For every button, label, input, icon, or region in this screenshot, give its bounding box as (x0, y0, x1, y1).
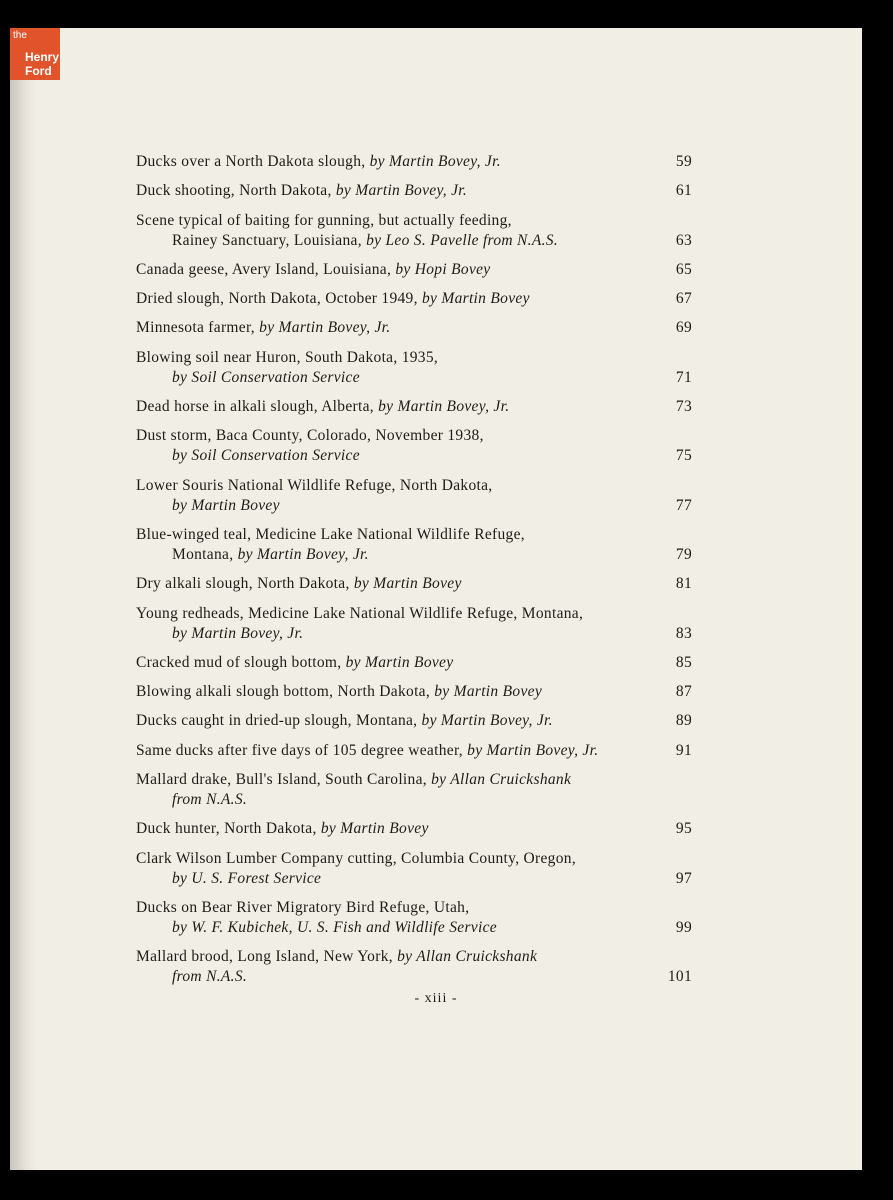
list-item (136, 741, 692, 761)
entry-line-1 (136, 898, 652, 918)
entry-page-number: 61 (675, 182, 692, 200)
entry-caption: Mallard drake, Bull's Island, South Carolina, (136, 771, 432, 789)
entry-caption-cont: Montana, (172, 545, 238, 563)
henry-ford-logo (10, 28, 60, 80)
entry-line-1 (136, 397, 652, 417)
entry-line-1 (136, 574, 652, 594)
entry-credit: by Martin Bovey, Jr. (378, 398, 510, 416)
entry-caption: Ducks caught in dried-up slough, Montana, (136, 712, 422, 730)
entry-credit-cont: by W. F. Kubichek, U. S. Fish and Wildlife Service (172, 918, 497, 936)
entry-line-1 (136, 426, 652, 446)
list-item (136, 181, 692, 201)
entry-caption: Duck shooting, North Dakota, (136, 182, 336, 200)
entry-page-number: 101 (667, 968, 692, 986)
list-item (136, 397, 692, 417)
entry-credit: by Martin Bovey (320, 820, 429, 838)
entry-line-1 (136, 260, 652, 280)
list-item (136, 525, 692, 565)
logo-line-2: Henry (25, 50, 60, 64)
list-item (136, 711, 692, 731)
list-item (136, 604, 692, 644)
entry-line-1 (136, 525, 652, 545)
entry-line-2 (136, 624, 652, 644)
list-item (136, 476, 692, 516)
entry-page-number: 65 (675, 260, 692, 278)
entry-credit-cont: from N.A.S. (172, 968, 248, 986)
logo-line-1: the (13, 30, 27, 41)
entry-page-number: 99 (675, 918, 692, 936)
entry-page-number: 79 (675, 545, 692, 563)
entry-line-2 (136, 545, 652, 565)
entry-line-2 (136, 967, 652, 987)
entry-caption: Dry alkali slough, North Dakota, (136, 575, 354, 593)
entry-caption: Dried slough, North Dakota, October 1949, (136, 290, 422, 308)
entry-credit: by Allan Cruickshank (397, 948, 538, 966)
list-item (136, 348, 692, 388)
entry-caption: Ducks on Bear River Migratory Bird Refuge, Utah, (136, 898, 470, 916)
entry-line-1 (136, 318, 652, 338)
entry-caption: Dust storm, Baca County, Colorado, November 1938, (136, 427, 484, 445)
entry-credit: by Martin Bovey, Jr. (467, 741, 599, 759)
entry-line-2 (136, 918, 652, 938)
entry-line-2 (136, 869, 652, 889)
entry-caption: Cracked mud of slough bottom, (136, 653, 346, 671)
list-item (136, 849, 692, 889)
list-item (136, 898, 692, 938)
entry-credit: by Martin Bovey (345, 653, 454, 671)
entry-credit: by Martin Bovey (434, 683, 542, 701)
entry-caption: Lower Souris National Wildlife Refuge, North Dakota, (136, 476, 493, 494)
list-item (136, 947, 692, 987)
entry-credit-cont: by Leo S. Pavelle from N.A.S. (366, 231, 559, 249)
entry-page-number: 83 (675, 624, 692, 642)
entry-page-number: 69 (675, 319, 692, 337)
entry-line-1 (136, 181, 652, 201)
entry-page-number: 59 (675, 153, 692, 170)
list-item (136, 770, 692, 810)
entry-line-1 (136, 348, 652, 368)
logo-line-3: Ford (25, 64, 52, 78)
entry-credit: by Martin Bovey, Jr. (335, 182, 468, 200)
list-item (136, 152, 692, 172)
illustration-list (136, 152, 692, 997)
entry-caption: Same ducks after five days of 105 degree weather, (136, 741, 468, 759)
entry-credit-cont: by U. S. Forest Service (172, 869, 322, 887)
entry-credit: by Martin Bovey, Jr. (421, 712, 553, 730)
entry-caption: Canada geese, Avery Island, Louisiana, (136, 260, 396, 278)
entry-line-1 (136, 289, 652, 309)
list-item (136, 653, 692, 673)
book-page (10, 28, 862, 1170)
entry-credit: by Martin Bovey (353, 575, 462, 593)
entry-page-number: 85 (675, 653, 692, 671)
list-item (136, 211, 692, 251)
entry-line-2 (136, 496, 652, 516)
list-item (136, 289, 692, 309)
entry-page-number: 91 (675, 741, 692, 759)
entry-credit-cont: by Soil Conservation Service (172, 447, 360, 465)
entry-line-2 (136, 368, 652, 388)
entry-caption: Young redheads, Medicine Lake National Wildlife Refuge, Montana, (136, 604, 584, 622)
entry-caption: Blowing soil near Huron, South Dakota, 1935, (136, 348, 439, 366)
entry-line-2 (136, 231, 652, 251)
entry-line-1 (136, 152, 652, 172)
entry-caption: Clark Wilson Lumber Company cutting, Columbia County, Oregon, (136, 849, 577, 867)
entry-line-1 (136, 476, 652, 496)
entry-credit: by Martin Bovey, Jr. (259, 319, 391, 337)
entry-caption: Dead horse in alkali slough, Alberta, (136, 398, 379, 416)
entry-page-number: 87 (675, 683, 692, 701)
entry-caption: Blowing alkali slough bottom, North Dakota, (136, 683, 435, 701)
entry-caption: Mallard brood, Long Island, New York, (136, 948, 398, 966)
list-item (136, 819, 692, 839)
entry-line-1 (136, 711, 652, 731)
entry-page-number: 95 (675, 820, 692, 838)
entry-caption: Scene typical of baiting for gunning, but actually feeding, (136, 211, 512, 229)
entry-credit-cont: by Martin Bovey (172, 496, 280, 514)
entry-credit-cont: by Martin Bovey, Jr. (172, 624, 304, 642)
entry-line-1 (136, 604, 652, 624)
list-item (136, 318, 692, 338)
entry-credit: by Hopi Bovey (395, 260, 491, 278)
entry-line-2 (136, 790, 652, 810)
list-item (136, 574, 692, 594)
entry-page-number: 81 (675, 575, 692, 593)
entry-page-number: 97 (675, 869, 692, 887)
entry-page-number: 75 (675, 447, 692, 465)
entry-page-number: 89 (675, 712, 692, 730)
list-item (136, 426, 692, 466)
entry-caption-cont: Rainey Sanctuary, Louisiana, (172, 231, 367, 249)
entry-line-1 (136, 770, 652, 790)
entry-caption: Ducks over a North Dakota slough, (136, 153, 370, 170)
entry-credit-cont: from N.A.S. (172, 791, 248, 809)
entry-line-1 (136, 741, 652, 761)
entry-credit: by Martin Bovey (421, 290, 530, 308)
entry-page-number: 77 (675, 496, 692, 514)
entry-caption: Minnesota farmer, (136, 319, 260, 337)
entry-page-number: 71 (675, 368, 692, 386)
entry-line-1 (136, 947, 652, 967)
list-item (136, 682, 692, 702)
entry-credit-cont: by Soil Conservation Service (172, 368, 360, 386)
entry-line-1 (136, 682, 652, 702)
entry-credit: by Martin Bovey, Jr. (369, 153, 501, 170)
entry-line-1 (136, 819, 652, 839)
entry-line-1 (136, 849, 652, 869)
entry-page-number: 67 (675, 290, 692, 308)
entry-caption: Blue-winged teal, Medicine Lake National Wildlife Refuge, (136, 525, 525, 543)
entry-page-number: 73 (675, 398, 692, 416)
entry-caption: Duck hunter, North Dakota, (136, 820, 321, 838)
entry-line-2 (136, 446, 652, 466)
entry-credit-cont: by Martin Bovey, Jr. (237, 545, 369, 563)
entry-credit: by Allan Cruickshank (431, 771, 572, 789)
entry-line-1 (136, 653, 652, 673)
entry-line-1 (136, 211, 652, 231)
list-item (136, 260, 692, 280)
entry-page-number: 63 (675, 231, 692, 249)
page-folio: - xiii - (414, 991, 458, 1006)
